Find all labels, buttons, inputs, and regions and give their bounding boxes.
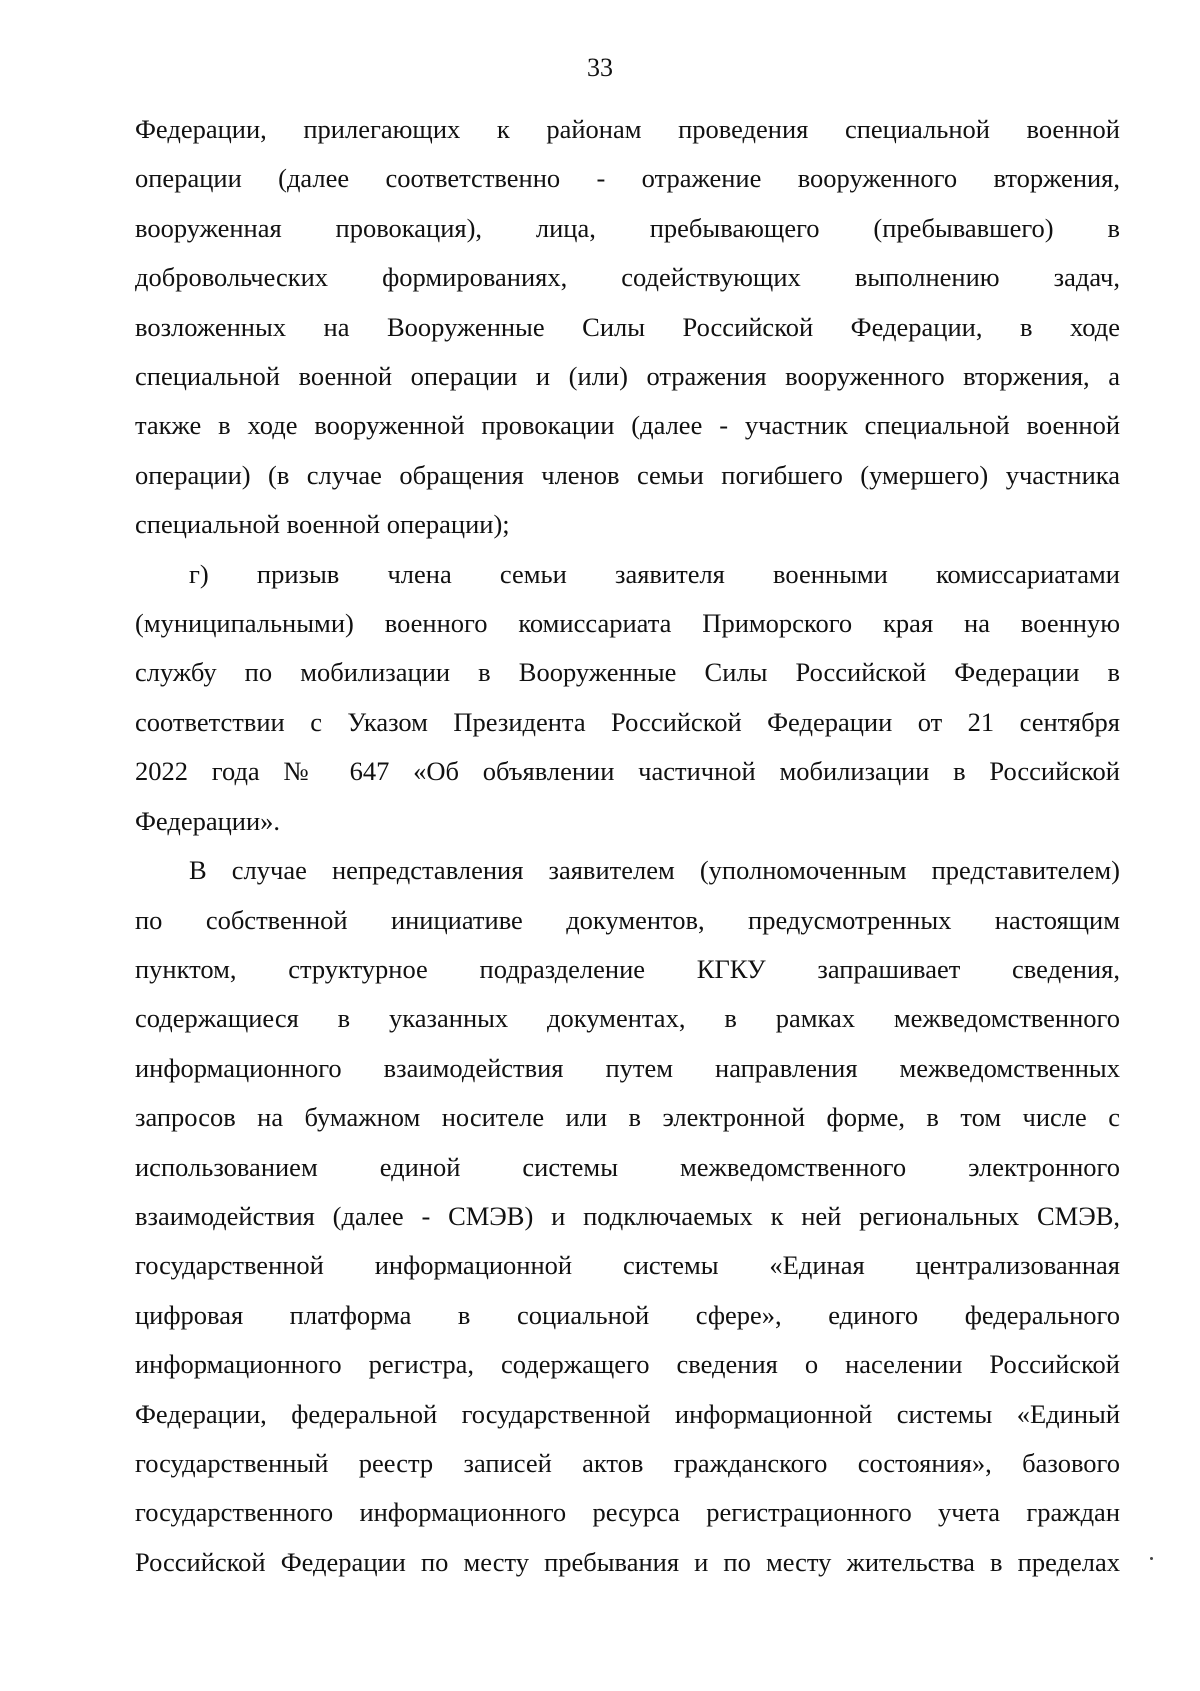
scan-speck [1150,1557,1153,1560]
text-line: содержащиеся в указанных документах, в рамках межведомственного [135,1003,1120,1034]
text-line: 2022 года № 647 «Об объявлении частичной мобилизации в Российской [135,756,1120,787]
text-line: добровольческих формированиях, содействующих выполнению задач, [135,262,1120,293]
text-line: операции (далее соответственно - отражение вооруженного вторжения, [135,163,1120,194]
document-body [135,105,1120,1587]
text-line: информационного взаимодействия путем направления межведомственных [135,1052,1120,1083]
paragraph [135,105,1120,550]
text-line: (муниципальными) военного комиссариата Приморского края на военную [135,608,1120,639]
text-line: взаимодействия (далее - СМЭВ) и подключаемых к ней региональных СМЭВ, [135,1200,1120,1231]
text-line: возложенных на Вооруженные Силы Российской Федерации, в ходе [135,311,1120,342]
text-line: по собственной инициативе документов, предусмотренных настоящим [135,904,1120,935]
text-line: государственный реестр записей актов гражданского состояния», базового [135,1447,1120,1478]
page-number: 33 [587,53,613,82]
text-line: Федерации». [135,805,281,836]
paragraph [135,846,1120,1587]
text-line: информационного регистра, содержащего сведения о населении Российской [135,1349,1120,1380]
text-line: Федерации, прилегающих к районам проведения специальной военной [135,114,1120,144]
text-line: операции) (в случае обращения членов семьи погибшего (умершего) участника [135,459,1120,490]
text-line: соответствии с Указом Президента Российской Федерации от 21 сентября [135,706,1120,737]
text-line: Федерации, федеральной государственной информационной системы «Единый [135,1398,1120,1429]
paragraph [135,550,1120,846]
text-line: запросов на бумажном носителе или в электронной форме, в том числе с [135,1102,1120,1133]
text-line: также в ходе вооруженной провокации (далее - участник специальной военной [135,410,1120,441]
text-line: специальной военной операции и (или) отражения вооруженного вторжения, а [135,361,1120,392]
text-line: Российской Федерации по месту пребывания и по месту жительства в пределах [135,1546,1120,1577]
text-line: специальной военной операции); [135,509,510,540]
text-line: государственной информационной системы «Единая централизованная [135,1250,1120,1281]
text-line: государственного информационного ресурса регистрационного учета граждан [135,1497,1120,1528]
text-line: пунктом, структурное подразделение КГКУ запрашивает сведения, [135,953,1120,984]
text-line: В случае непредставления заявителем (уполномоченным представителем) [189,855,1120,886]
text-line: г) призыв члена семьи заявителя военными комиссариатами [189,558,1120,589]
text-line: использованием единой системы межведомственного электронного [135,1151,1120,1182]
text-line: службу по мобилизации в Вооруженные Силы Российской Федерации в [135,657,1120,688]
text-line: вооруженная провокация), лица, пребывающего (пребывавшего) в [135,212,1120,243]
text-line: цифровая платформа в социальной сфере», единого федерального [135,1299,1120,1330]
